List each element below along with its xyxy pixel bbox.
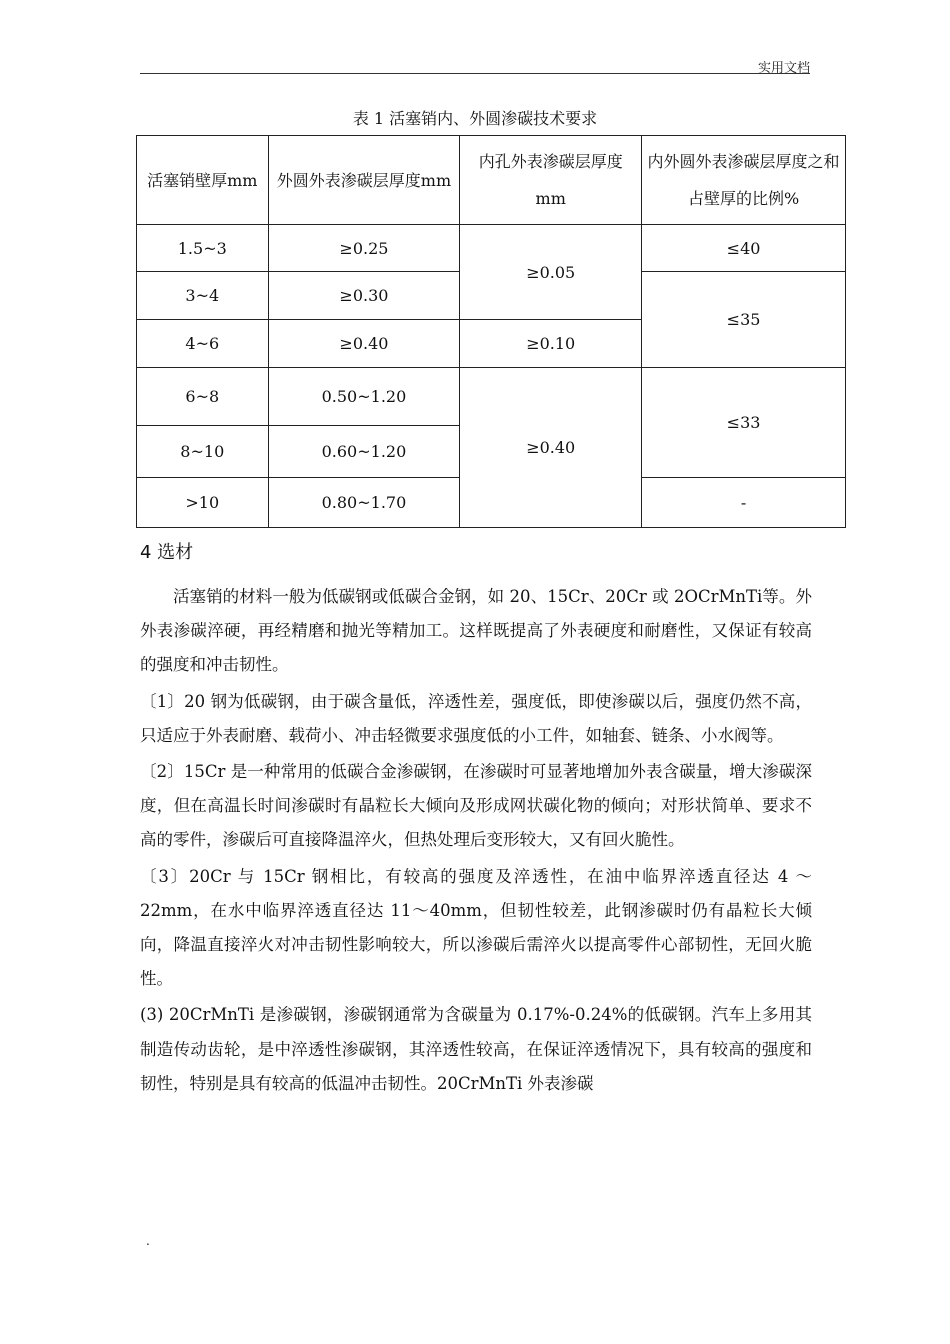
header-cell-inner-layer: 内孔外表渗碳层厚度 mm (460, 136, 642, 225)
section-title: 4 选材 (140, 542, 194, 563)
table-cell: 0.50~1.20 (268, 368, 460, 426)
table-cell: >10 (137, 478, 269, 528)
table-cell: 3~4 (137, 272, 269, 320)
table-cell: 0.80~1.70 (268, 478, 460, 528)
table-cell: ≥0.40 (460, 368, 642, 528)
footer-mark: . (146, 1234, 150, 1248)
table-cell: 1.5~3 (137, 225, 269, 272)
table-cell: ≤40 (642, 225, 846, 272)
table-cell: ≥0.30 (268, 272, 460, 320)
header-cell-ratio: 内外圆外表渗碳层厚度之和占壁厚的比例% (642, 136, 846, 225)
paragraph: 活塞销的材料一般为低碳钢或低碳合金钢，如 20、15Cr、20Cr 或 2OCrMnTi等。外外表渗碳淬硬，再经精磨和抛光等精加工。这样既提高了外表硬度和耐磨性，又保证有较高的强度和冲击韧性。 (140, 587, 812, 675)
table-cell: ≤33 (642, 368, 846, 478)
table-cell: 0.60~1.20 (268, 426, 460, 478)
paragraph: 〔3〕20Cr 与 15Cr 钢相比，有较高的强度及淬透性，在油中临界淬透直径达 4 ～22mm，在水中临界淬透直径达 11～40mm，但韧性较差，此钢渗碳时仍有晶粒长大倾向，降温直接淬火对冲击韧性影响较大，所以渗碳后需淬火以提高零件心部韧性，无回火脆性。 (140, 866, 812, 989)
table-cell: 4~6 (137, 320, 269, 368)
table-row (137, 225, 846, 272)
header-label: 实用文档 (757, 61, 810, 76)
table-caption: 表 1 活塞销内、外圆渗碳技术要求 (352, 109, 598, 128)
table-cell: 6~8 (137, 368, 269, 426)
header-cell-outer-layer: 外圆外表渗碳层厚度mm (268, 136, 460, 225)
table-cell: ≥0.05 (460, 225, 642, 320)
table-cell: 8~10 (137, 426, 269, 478)
table-cell: ≥0.25 (268, 225, 460, 272)
paragraph: 〔1〕20 钢为低碳钢，由于碳含量低，淬透性差，强度低，即使渗碳以后，强度仍然不高，只适应于外表耐磨、载荷小、冲击轻微要求强度低的小工件，如轴套、链条、小水阀等。 (140, 691, 812, 745)
header-rule (140, 73, 810, 74)
table-cell: ≥0.10 (460, 320, 642, 368)
table-cell: - (642, 478, 846, 528)
paragraph: (3) 20CrMnTi 是渗碳钢，渗碳钢通常为含碳量为 0.17%-0.24%的低碳钢。汽车上多用其制造传动齿轮，是中淬透性渗碳钢，其淬透性较高，在保证淬透情况下，具有较高的强度和韧性，特别是具有较高的低温冲击韧性。20CrMnTi 外表渗碳 (140, 1005, 812, 1093)
table-cell: ≤35 (642, 272, 846, 368)
table-header-row (137, 136, 846, 225)
paragraph: 〔2〕15Cr 是一种常用的低碳合金渗碳钢，在渗碳时可显著地增加外表含碳量，增大渗碳深度，但在高温长时间渗碳时有晶粒长大倾向及形成网状碳化物的倾向；对形状简单、要求不高的零件，渗碳后可直接降温淬火，但热处理后变形较大，又有回火脆性。 (140, 762, 812, 850)
carburizing-spec-table (136, 135, 846, 528)
table-cell: ≥0.40 (268, 320, 460, 368)
table-row (137, 368, 846, 426)
header-cell-wall-thickness: 活塞销壁厚mm (137, 136, 269, 225)
body-text (140, 580, 812, 1103)
